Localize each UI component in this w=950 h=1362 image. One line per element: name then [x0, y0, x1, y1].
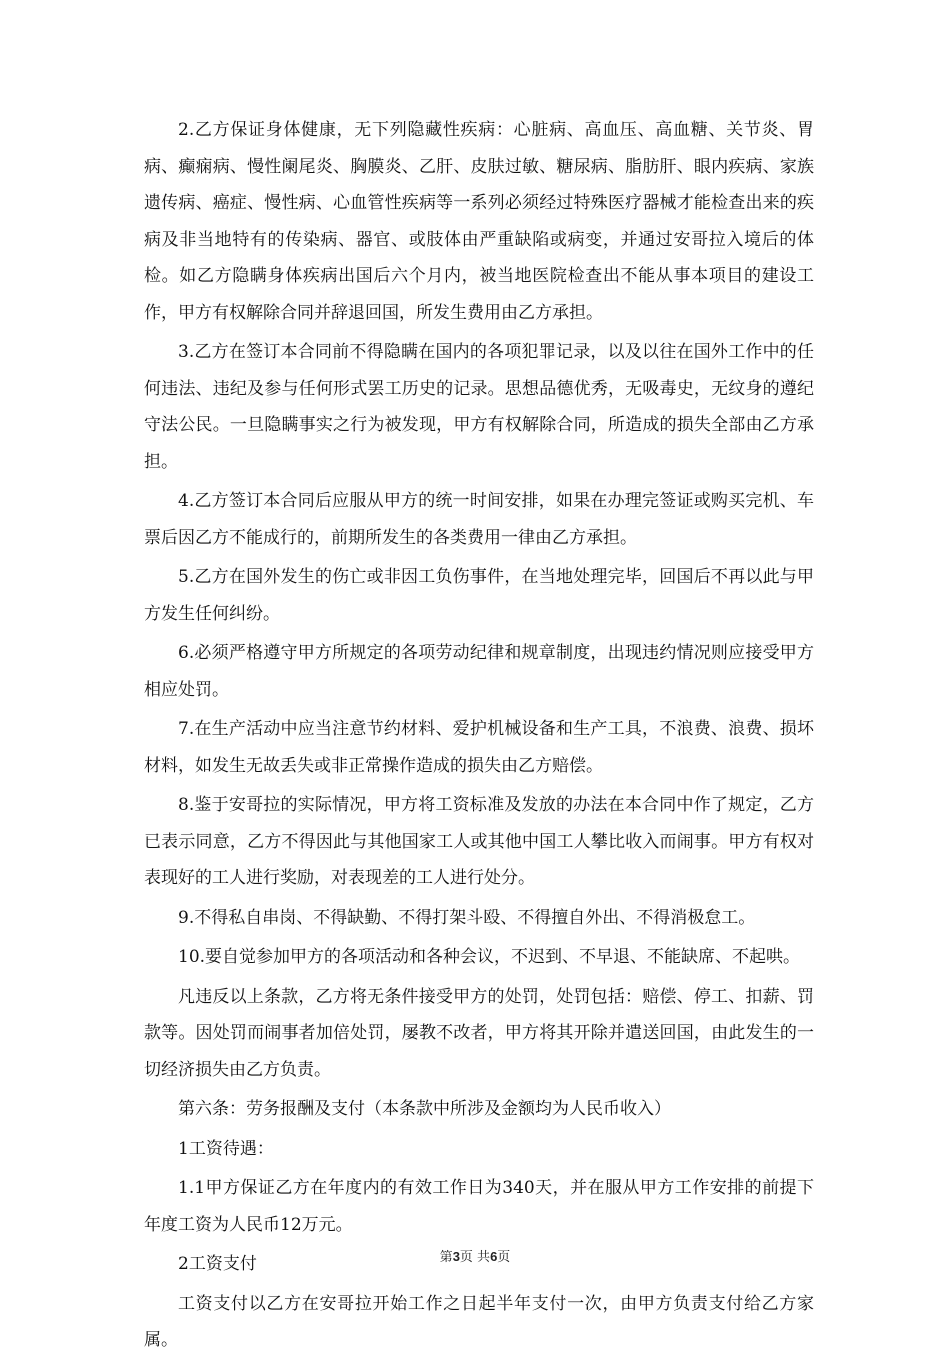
clause-6-discipline: 6.必须严格遵守甲方所规定的各项劳动纪律和规章制度，出现违约情况则应接受甲方相应处罚。 — [144, 643, 814, 700]
footer-current-page: 3 — [452, 1249, 460, 1264]
clause-4-schedule: 4.乙方签订本合同后应服从甲方的统一时间安排，如果在办理完签证或购买完机、车票后因乙方不能成行的，前期所发生的各类费用一律由乙方承担。 — [144, 491, 814, 548]
salary-payment-paragraph: 工资支付以乙方在安哥拉开始工作之日起半年支付一次，由甲方负责支付给乙方家属。 — [144, 1293, 814, 1350]
clause-10-meetings: 10.要自觉参加甲方的各项活动和各种会议，不迟到、不早退、不能缺席、不起哄。 — [178, 947, 801, 967]
footer-suffix: 页 — [497, 1250, 511, 1265]
penalty-paragraph: 凡违反以上条款，乙方将无条件接受甲方的处罚，处罚包括：赔偿、停工、扣薪、罚款等。因处罚而闹事者加倍处罚，屡教不改者，甲方将其开除并遣送回国，由此发生的一切经济损失由乙方负责。 — [144, 986, 814, 1080]
clause-9-conduct: 9.不得私自串岗、不得缺勤、不得打架斗殴、不得擅自外出、不得消极怠工。 — [178, 907, 756, 928]
clause-8-wages: 8.鉴于安哥拉的实际情况，甲方将工资标准及发放的办法在本合同中作了规定，乙方已表示同意，乙方不得因此与其他国家工人或其他中国工人攀比收入而闹事。甲方有权对表现好的工人进行奖励，对表现差的工人进行处分。 — [144, 795, 814, 888]
page-footer — [0, 1248, 950, 1267]
section-2-heading: 2工资支付 — [178, 1254, 257, 1274]
clause-2-health: 2.乙方保证身体健康，无下列隐藏性疾病：心脏病、高血压、高血糖、关节炎、胃病、癫痫病、慢性阑尾炎、胸膜炎、乙肝、皮肤过敏、糖尿病、脂肪肝、眼内疾病、家族遗传病、癌症、慢性病、心血管性疾病等一系列必须经过特殊医疗器械才能检查出来的疾病及非当地特有的传染病、器官、或肢体由严重缺陷或病变，并通过安哥拉入境后的体检。如乙方隐瞒身体疾病出国后六个月内，被当地医院检查出不能从事本项目的建设工作，甲方有权解除合同并辞退回国，所发生费用由乙方承担。 — [144, 120, 814, 323]
footer-prefix: 第 — [439, 1250, 453, 1265]
footer-total-pages: 6 — [490, 1249, 498, 1264]
clause-3-criminal-record: 3.乙方在签订本合同前不得隐瞒在国内的各项犯罪记录，以及以往在国外工作中的任何违法、违纪及参与任何形式罢工历史的记录。思想品德优秀，无吸毒史，无纹身的遵纪守法公民。一旦隐瞒事实之行为被发现，甲方有权解除合同，所造成的损失全部由乙方承担。 — [144, 342, 814, 472]
section-1-1-salary: 1.1甲方保证乙方在年度内的有效工作日为340天，并在服从甲方工作安排的前提下年度工资为人民币12万元。 — [144, 1178, 814, 1235]
article-6-heading: 第六条：劳务报酬及支付（本条款中所涉及金额均为人民币收入） — [178, 1099, 671, 1119]
section-1-heading: 1工资待遇： — [178, 1138, 274, 1159]
document-body — [144, 112, 814, 1362]
footer-middle: 页 共 — [459, 1250, 491, 1265]
clause-7-materials: 7.在生产活动中应当注意节约材料、爱护机械设备和生产工具，不浪费、浪费、损坏材料，如发生无故丢失或非正常操作造成的损失由乙方赔偿。 — [144, 719, 814, 776]
clause-5-injury: 5.乙方在国外发生的伤亡或非因工负伤事件，在当地处理完毕，回国后不再以此与甲方发生任何纠纷。 — [144, 567, 814, 624]
